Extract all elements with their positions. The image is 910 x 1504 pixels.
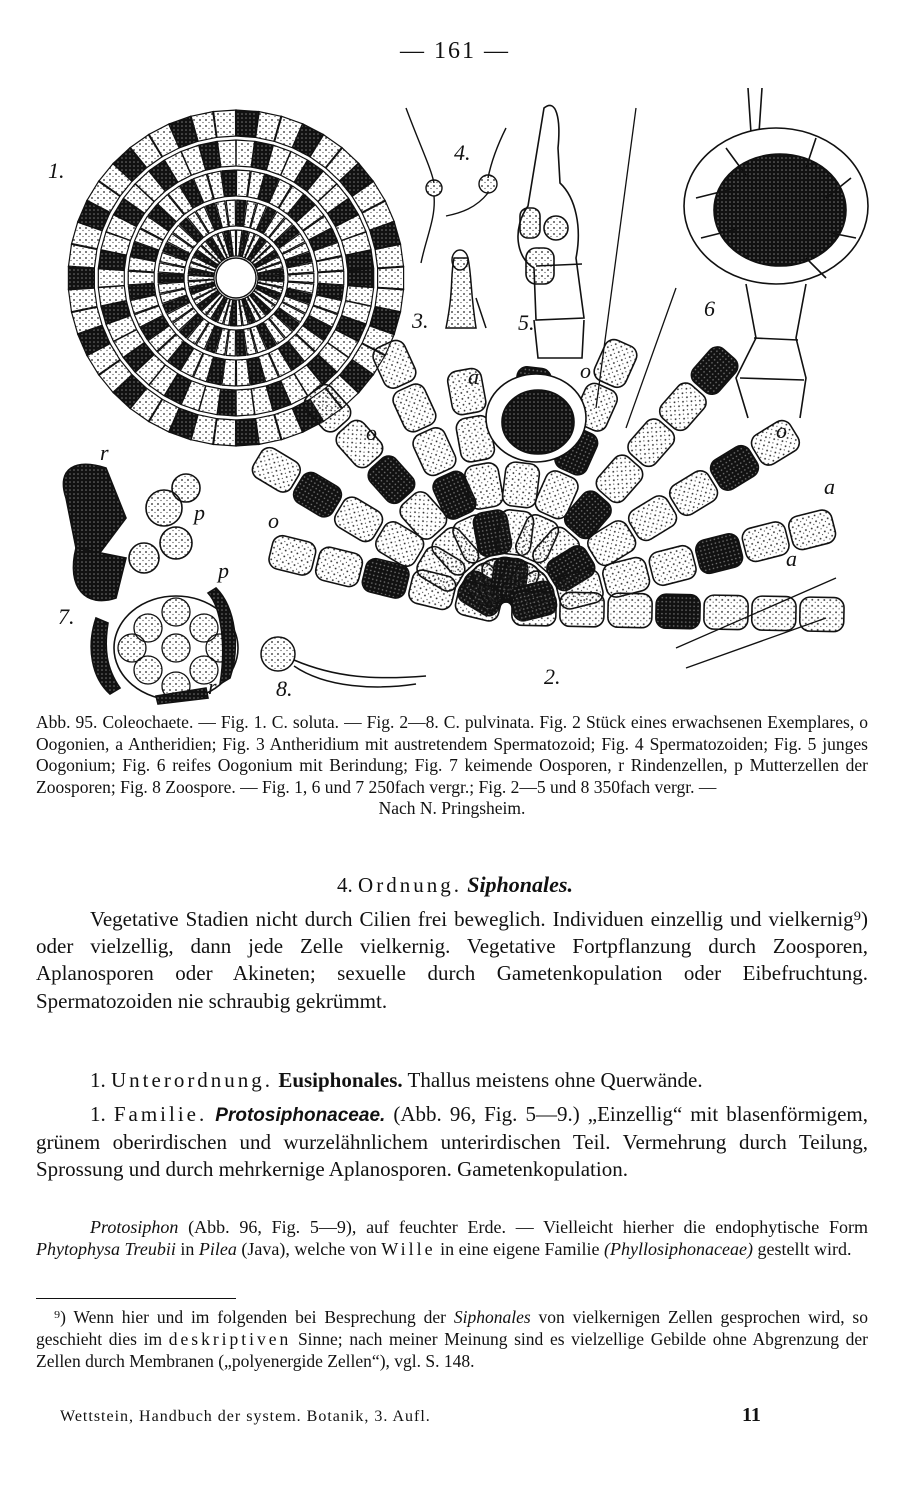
- paragraph-protosiphon: [36, 1216, 868, 1260]
- fig6-label: 6: [704, 296, 715, 321]
- fig3-antheridium: [446, 250, 486, 328]
- caption-source: Nach N. Pringsheim.: [378, 798, 526, 818]
- figure-caption: [36, 712, 868, 820]
- fig2-o-4: o: [776, 418, 787, 443]
- p4-text-d: in eine eigene Familie: [440, 1239, 600, 1259]
- footnote-spaced: deskriptiven: [168, 1329, 292, 1349]
- fig2-a-2: a: [824, 474, 835, 499]
- fig8-label: 8.: [276, 676, 293, 701]
- family-description: (Abb. 96, Fig. 5—9.) „Einzellig“ mit blasenförmigem, grünem oberirdischen und wurzelähnlichem unterirdischen Teil. Vermehrung durch Teilung, Sprossung und durch mehrkernige Aplanosporen. Gametenkopulation.: [36, 1102, 869, 1182]
- footnote: [36, 1306, 868, 1372]
- p4-text-b: in: [180, 1239, 195, 1259]
- family-phyllosiphonaceae: (Phyllosiphonaceae): [604, 1239, 753, 1259]
- suborder-word: Unterordnung.: [111, 1068, 274, 1092]
- fig4-label: 4.: [454, 140, 471, 165]
- footnote-mark: ⁹): [54, 1307, 66, 1327]
- suborder-number: 1.: [90, 1068, 106, 1092]
- footnote-text-b: von vielkernigen Zellen gesprochen wird, so geschieht dies im: [36, 1307, 868, 1349]
- fig1-disc: [64, 106, 408, 450]
- genus-protosiphon: Protosiphon: [90, 1217, 179, 1237]
- fig7-r-top: r: [100, 440, 109, 465]
- fig2-a-1: a: [468, 364, 479, 389]
- fig2-o-3: o: [268, 508, 279, 533]
- fig2-o-2: o: [366, 420, 377, 445]
- order-number: 4.: [337, 873, 353, 897]
- footnote-divider: [36, 1298, 236, 1299]
- footnote-text-a: Wenn hier und im folgenden bei Besprechung der: [73, 1307, 446, 1327]
- paragraph-siphonales: Vegetative Stadien nicht durch Cilien frei beweglich. Individuen einzellig und vielkernig⁹) oder vielzellig, dann jede Zelle vielkernig. Vegetative Fortpflanzung durch Zoosporen, Aplanosporen oder Akineten; sexuelle durch Gametenkopulation oder Eibefruchtung. Spermatozoiden nie schraubig gekrümmt.: [36, 907, 868, 1013]
- paragraph-eusiphonales: [36, 1067, 868, 1094]
- p4-text-a: (Abb. 96, Fig. 5—9), auf feuchter Erde. — Vielleicht hierher die endophytische Form: [188, 1217, 869, 1237]
- fig2-a-3: a: [786, 546, 797, 571]
- suborder-name: Eusiphonales.: [278, 1068, 403, 1092]
- running-footer: Wettstein, Handbuch der system. Botanik, 3. Aufl.: [60, 1408, 431, 1425]
- order-word: Ordnung.: [358, 873, 462, 897]
- fig7-label: 7.: [58, 604, 75, 629]
- fig4-spermatozoids: [406, 108, 506, 263]
- order-heading: [0, 872, 910, 898]
- species-phytophysa: Phytophysa Treubii: [36, 1239, 176, 1259]
- p4-text-c: (Java), welche von: [241, 1239, 377, 1259]
- p4-text-e: gestellt wird.: [757, 1239, 852, 1259]
- fig5-label: 5.: [518, 310, 535, 335]
- footnote-taxon: Siphonales: [453, 1307, 531, 1327]
- fig1-label: 1.: [48, 158, 65, 183]
- sheet-number: 11: [742, 1404, 761, 1426]
- caption-text: Abb. 95. Coleochaete. — Fig. 1. C. soluta. — Fig. 2—8. C. pulvinata. Fig. 2 Stück eines erwachsenen Exemplares, o Oogonien, a Antheridien; Fig. 3 Antheridium mit austretendem Spermatozoid; Fig. 4 Spermatozoiden; Fig. 5 junges Oogonium; Fig. 6 reifes Oogonium mit Berindung; Fig. 7 keimende Oosporen, r Rindenzellen, p Mutterzellen der Zoosporen; Fig. 8 Zoospore. — Fig. 1, 6 und 7 250fach vergr.; Fig. 2—5 und 8 350fach vergr. —: [36, 712, 868, 797]
- family-number: 1.: [90, 1102, 106, 1126]
- order-name: Siphonales.: [467, 872, 573, 897]
- family-word: Familie.: [113, 1102, 208, 1126]
- fig7-r-bottom: r: [208, 674, 217, 699]
- fig7-p-2: p: [218, 558, 229, 583]
- suborder-description: Thallus meistens ohne Querwände.: [407, 1068, 703, 1092]
- host-pilea: Pilea: [198, 1239, 237, 1259]
- coleochaete-illustration: [36, 88, 876, 708]
- fig7-oospores: [63, 464, 238, 704]
- paragraph-protosiphonaceae: [36, 1101, 868, 1184]
- footnote-text-c: Sinne; nach meiner Meinung sind es vielzellige Gebilde ohne Abgrenzung der Zellen durch Membranen („polyenergide Zellen“), vgl. S. 148.: [36, 1329, 869, 1371]
- fig2-label: 2.: [544, 664, 561, 689]
- fig3-label: 3.: [412, 308, 429, 333]
- fig2-o-1: o: [580, 358, 591, 383]
- family-name: Protosiphonaceae.: [215, 1105, 386, 1126]
- page-number: — 161 —: [400, 38, 510, 64]
- botanical-figure: [36, 88, 876, 708]
- fig7-p-1: p: [194, 500, 205, 525]
- author-wille: Wille: [381, 1239, 436, 1259]
